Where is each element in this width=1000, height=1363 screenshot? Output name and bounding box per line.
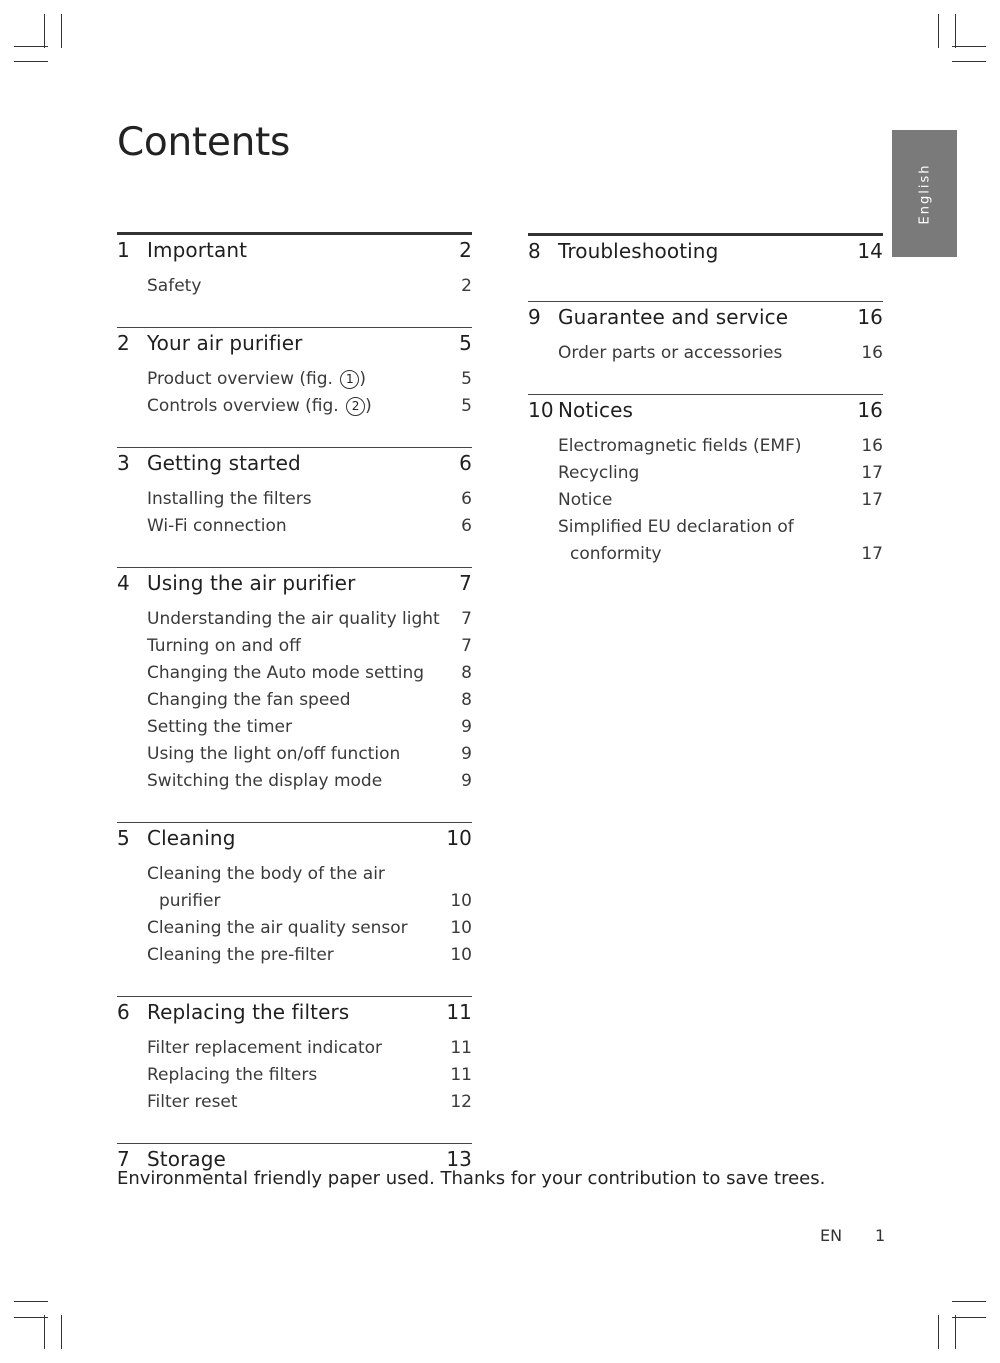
entry-page-number: 8 (461, 663, 472, 683)
footer-note: Environmental friendly paper used. Thanks for your contribution to save trees. (117, 1168, 826, 1189)
crop-mark (955, 14, 956, 48)
figure-number-badge: 1 (340, 370, 359, 389)
toc-entry[interactable] (147, 861, 472, 915)
entry-page-number: 7 (461, 609, 472, 629)
toc-section (117, 567, 472, 795)
entry-title-text: Safety (147, 276, 202, 296)
crop-mark (14, 1301, 48, 1302)
section-number: 9 (528, 305, 541, 329)
language-tab-label: English (917, 163, 932, 224)
entry-title-text: Filter replacement indicator (147, 1038, 383, 1058)
toc-entry[interactable] (147, 606, 472, 633)
entry-page-number: 10 (450, 891, 472, 911)
toc-entry[interactable] (147, 1089, 472, 1116)
entry-page-number: 16 (861, 436, 883, 456)
entry-title-text: Understanding the air quality light (147, 609, 440, 629)
toc-section-heading[interactable] (117, 823, 472, 861)
section-number: 6 (117, 1000, 130, 1024)
entry-page-number: 8 (461, 690, 472, 710)
crop-mark (952, 61, 986, 62)
crop-mark (955, 1315, 956, 1349)
entry-page-number: 6 (461, 489, 472, 509)
entry-title-text: Switching the display mode (147, 771, 383, 791)
entry-title (147, 741, 461, 768)
page-title: Contents (117, 120, 291, 165)
section-title: Notices (558, 398, 634, 422)
language-tab (892, 130, 957, 257)
entry-page-number: 11 (450, 1038, 472, 1058)
entry-page-number: 11 (450, 1065, 472, 1085)
crop-mark (14, 46, 48, 47)
section-page-number: 14 (857, 239, 883, 263)
toc-entry[interactable] (147, 486, 472, 513)
crop-mark (14, 1317, 48, 1318)
crop-mark (938, 1315, 939, 1349)
crop-mark (44, 1315, 45, 1349)
toc-entry[interactable] (558, 514, 883, 568)
section-title: Troubleshooting (558, 239, 719, 263)
toc-entry[interactable] (147, 660, 472, 687)
section-number: 4 (117, 571, 130, 595)
entry-title-text: Recycling (558, 463, 640, 483)
entry-title-text: Notice (558, 490, 613, 510)
entry-title (147, 687, 461, 714)
entry-title-continuation: purifier (159, 891, 221, 911)
entry-page-number: 7 (461, 636, 472, 656)
entry-title (147, 861, 450, 915)
toc-section-heading[interactable] (528, 395, 883, 433)
entry-title-text: Cleaning the pre-filter (147, 945, 334, 965)
toc-section-heading[interactable] (528, 236, 883, 274)
entry-page-number: 12 (450, 1092, 472, 1112)
entry-title-text: Electromagnetic fields (EMF) (558, 436, 802, 456)
section-number: 10 (528, 398, 554, 422)
entry-title-text: Cleaning the body of the air (147, 864, 385, 884)
entry-title (147, 714, 461, 741)
entry-title (147, 660, 461, 687)
section-title: Your air purifier (147, 331, 303, 355)
toc-section (117, 447, 472, 540)
crop-mark (14, 61, 48, 62)
entry-title (558, 460, 861, 487)
entry-page-number: 10 (450, 918, 472, 938)
entry-title-text: Controls overview (fig. (147, 396, 345, 416)
toc-entry[interactable] (147, 1062, 472, 1089)
section-title: Using the air purifier (147, 571, 356, 595)
entry-title-text: Changing the Auto mode setting (147, 663, 425, 683)
toc-section (117, 996, 472, 1116)
toc-section-heading[interactable] (117, 328, 472, 366)
entry-page-number: 17 (861, 463, 883, 483)
section-title: Important (147, 238, 248, 262)
crop-mark (44, 14, 45, 48)
entry-page-number: 10 (450, 945, 472, 965)
toc-entry[interactable] (147, 633, 472, 660)
toc-entry[interactable] (147, 942, 472, 969)
figure-number-badge: 2 (346, 397, 365, 416)
toc-entry[interactable] (558, 340, 883, 367)
crop-mark (952, 1301, 986, 1302)
entry-title (147, 273, 461, 300)
entry-title-text: Filter reset (147, 1092, 238, 1112)
entry-title-text: Cleaning the air quality sensor (147, 918, 408, 938)
entry-page-number: 9 (461, 744, 472, 764)
entry-page-number: 9 (461, 771, 472, 791)
entry-page-number: 16 (861, 343, 883, 363)
entry-title (147, 1062, 450, 1089)
entry-title-text: Order parts or accessories (558, 343, 783, 363)
entry-title-text: Product overview (fig. (147, 369, 339, 389)
entry-page-number: 17 (861, 490, 883, 510)
toc-entry[interactable] (147, 273, 472, 300)
entry-title (147, 768, 461, 795)
toc-entry[interactable] (558, 433, 883, 460)
section-page-number: 11 (446, 1000, 472, 1024)
toc-section-heading[interactable] (117, 568, 472, 606)
entry-title (147, 393, 461, 420)
entry-title (558, 514, 861, 568)
entry-title-suffix: ) (359, 369, 366, 389)
page-language-code: EN (820, 1226, 843, 1245)
entry-title-text: Changing the fan speed (147, 690, 351, 710)
section-number: 1 (117, 238, 130, 262)
toc-right-column (528, 233, 883, 595)
entry-page-number: 17 (861, 544, 883, 564)
section-title: Replacing the filters (147, 1000, 350, 1024)
entry-title (147, 606, 461, 633)
entry-title (558, 433, 861, 460)
entry-title-text: Replacing the filters (147, 1065, 318, 1085)
crop-mark (938, 14, 939, 48)
entry-page-number: 9 (461, 717, 472, 737)
page-number: 1 (875, 1226, 886, 1245)
entry-title (147, 915, 450, 942)
crop-mark (952, 1317, 986, 1318)
toc-section (528, 233, 883, 274)
toc-section (117, 822, 472, 969)
toc-section (528, 394, 883, 568)
section-number: 2 (117, 331, 130, 355)
entry-page-number: 6 (461, 516, 472, 536)
entry-title-text: Simplified EU declaration of (558, 517, 794, 537)
toc-entry[interactable] (558, 487, 883, 514)
toc-left-column (117, 232, 472, 1209)
section-page-number: 2 (459, 238, 472, 262)
toc-entry[interactable] (147, 915, 472, 942)
entry-title (147, 366, 461, 393)
section-number: 3 (117, 451, 130, 475)
section-page-number: 10 (446, 826, 472, 850)
toc-section (117, 232, 472, 300)
toc-section-heading[interactable] (117, 235, 472, 273)
toc-section (528, 301, 883, 367)
crop-mark (61, 1315, 62, 1349)
crop-mark (952, 46, 986, 47)
section-number: 5 (117, 826, 130, 850)
section-number: 8 (528, 239, 541, 263)
toc-entry[interactable] (147, 741, 472, 768)
section-page-number: 13 (446, 1147, 472, 1171)
entry-title (558, 340, 861, 367)
entry-title-text: Wi-Fi connection (147, 516, 287, 536)
entry-page-number: 5 (461, 369, 472, 389)
entry-title (147, 486, 461, 513)
toc-section-heading[interactable] (117, 997, 472, 1035)
entry-title (147, 1089, 450, 1116)
toc-entry[interactable] (147, 513, 472, 540)
entry-title (558, 487, 861, 514)
toc-section-heading[interactable] (528, 302, 883, 340)
toc-entry[interactable] (147, 1035, 472, 1062)
entry-title-text: Installing the filters (147, 489, 312, 509)
section-page-number: 16 (857, 305, 883, 329)
section-number: 7 (117, 1147, 130, 1171)
section-page-number: 5 (459, 331, 472, 355)
entry-title-text: Setting the timer (147, 717, 292, 737)
entry-title (147, 1035, 450, 1062)
toc-entry[interactable] (147, 393, 472, 420)
section-page-number: 6 (459, 451, 472, 475)
section-title: Storage (147, 1147, 226, 1171)
toc-entry[interactable] (147, 687, 472, 714)
toc-entry[interactable] (147, 714, 472, 741)
entry-title-text: Turning on and off (147, 636, 301, 656)
section-title: Getting started (147, 451, 301, 475)
entry-title (147, 942, 450, 969)
entry-title-suffix: ) (365, 396, 372, 416)
toc-section (117, 327, 472, 420)
entry-page-number: 2 (461, 276, 472, 296)
toc-entry[interactable] (147, 768, 472, 795)
toc-section-heading[interactable] (117, 448, 472, 486)
toc-entry[interactable] (558, 460, 883, 487)
entry-title (147, 633, 461, 660)
section-title: Guarantee and service (558, 305, 789, 329)
section-title: Cleaning (147, 826, 236, 850)
entry-page-number: 5 (461, 396, 472, 416)
entry-title-continuation: conformity (570, 544, 662, 564)
entry-title-text: Using the light on/off function (147, 744, 401, 764)
section-page-number: 16 (857, 398, 883, 422)
section-page-number: 7 (459, 571, 472, 595)
crop-mark (61, 14, 62, 48)
toc-entry[interactable] (147, 366, 472, 393)
entry-title (147, 513, 461, 540)
